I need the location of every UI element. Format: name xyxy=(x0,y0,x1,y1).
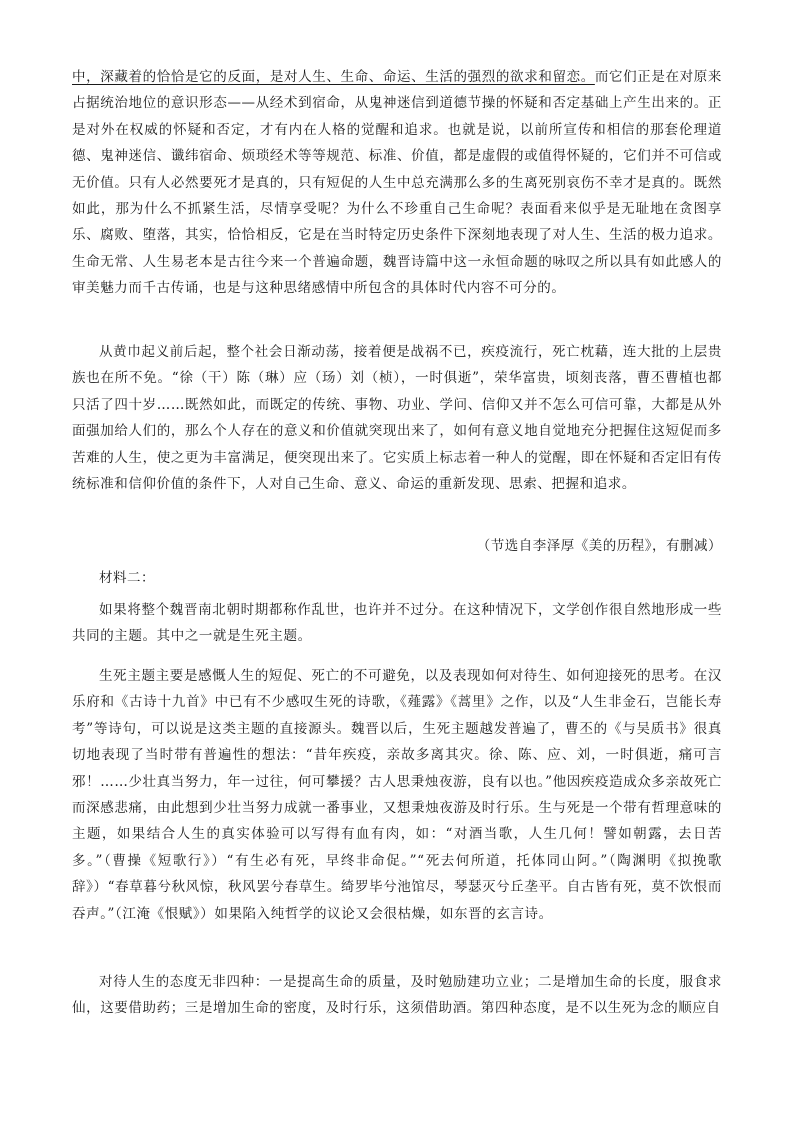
underlined-sentence: 中，深藏着的恰恰是它的反面，是对人生、生命、命运、生活的强烈的欲求和留恋。 xyxy=(72,69,595,85)
paragraph-5: 对待人生的态度无非四种：一是提高生命的质量，及时勉励建功立业；二是增加生命的长度，服食求仙，这要借助药；三是增加生命的密度，及时行乐，这须借助酒。第四种态度，是不以生死为念的顺应自 xyxy=(72,974,722,1017)
paragraph-3: 如果将整个魏晋南北朝时期都称作乱世，也许并不过分。在这种情况下，文学创作很自然地形成一些共同的主题。其中之一就是生死主题。 xyxy=(72,602,722,645)
paragraph-1-text: 而它们正是在对原来占据统治地位的意识形态——从经术到宿命，从鬼神迷信到道德节操的怀疑和否定基础上产生出来的。正是对外在权威的怀疑和否定，才有内在人格的觉醒和追求。也就是说，以前所宣传和相信的那套伦理道德、鬼神迷信、谶纬宿命、烦琐经术等等规范、标准、价值，都是虚假的或值得怀疑的，它们并不可信或无价值。只有人必然要死才是真的，只有短促的人生中总充满那么多的生离死别哀伤不幸才是真的。既然如此，那为什么不抓紧生活，尽情享受呢？为什么不珍重自己生命呢？表面看来似乎是无耻地在贪图享乐、腐败、堕落，其实，恰恰相反，它是在当时特定历史条件下深刻地表现了对人生、生活的极力追求。生命无常、人生易老本是古往今来一个普遍命题，魏晋诗篇中这一永恒命题的咏叹之所以具有如此感人的审美魅力而千古传诵，也是与这种思绪感情中所包含的具体时代内容不可分的。 xyxy=(72,69,722,297)
paragraph-4: 生死主题主要是感慨人生的短促、死亡的不可避免，以及表现如何对待生、如何迎接死的思考。在汉乐府和《古诗十九首》中已有不少感叹生死的诗歌，《薤露》《蒿里》之作，以及“人生非金石，岂能长寿考”等诗句，可以说是这类主题的直接源头。魏晋以后，生死主题越发普遍了，曹丕的《与吴质书》很真切地表现了当时带有普遍性的想法：“昔年疾疫，亲故多离其灾。徐、陈、应、刘，一时俱逝，痛可言邪！……少壮真当努力，年一过往，何可攀援？古人思秉烛夜游，良有以也。”他因疾疫造成众多亲故死亡而深感悲痛，由此想到少壮当努力成就一番事业，又想秉烛夜游及时行乐。生与死是一个带有哲理意味的主题，如果结合人生的真实体验可以写得有血有肉，如：“对酒当歌，人生几何！譬如朝露，去日苦多。”（曹操《短歌行》）“有生必有死，早终非命促。”“死去何所道，托体同山阿。”（陶渊明《拟挽歌辞》）“春草暮兮秋风惊，秋风罢兮春草生。绮罗毕兮池馆尽，琴瑟灭兮丘垄平。自古皆有死，莫不饮恨而吞声。”（江淹《恨赋》）如果陷入纯哲学的议论又会很枯燥，如东晋的玄言诗。 xyxy=(72,668,722,922)
paragraph-2: 从黄巾起义前后起，整个社会日渐动荡，接着便是战祸不已，疾疫流行，死亡枕藉，连大批的上层贵族也在所不免。“徐（干）陈（琳）应（玚）刘（桢），一时俱逝”，荣华富贵，顷刻丧落，曹丕曹植也都只活了四十岁……既然如此，而既定的传统、事物、功业、学问、信仰又并不怎么可信可靠，大都是从外面强加给人们的，那么个人存在的意义和价值就突现出来了，如何有意义地自觉地充分把握住这短促而多苦难的人生，使之更为丰富满足，便突现出来了。它实质上标志着一种人的觉醒，即在怀疑和否定旧有传统标准和信仰价值的条件下，人对自己生命、意义、命运的重新发现、思索、把握和追求。 xyxy=(72,344,722,493)
paragraph-1 xyxy=(72,64,722,302)
material-two-label: 材料二： xyxy=(99,570,155,586)
source-citation: （节选自李泽厚《美的历程》，有删减） xyxy=(476,538,722,554)
